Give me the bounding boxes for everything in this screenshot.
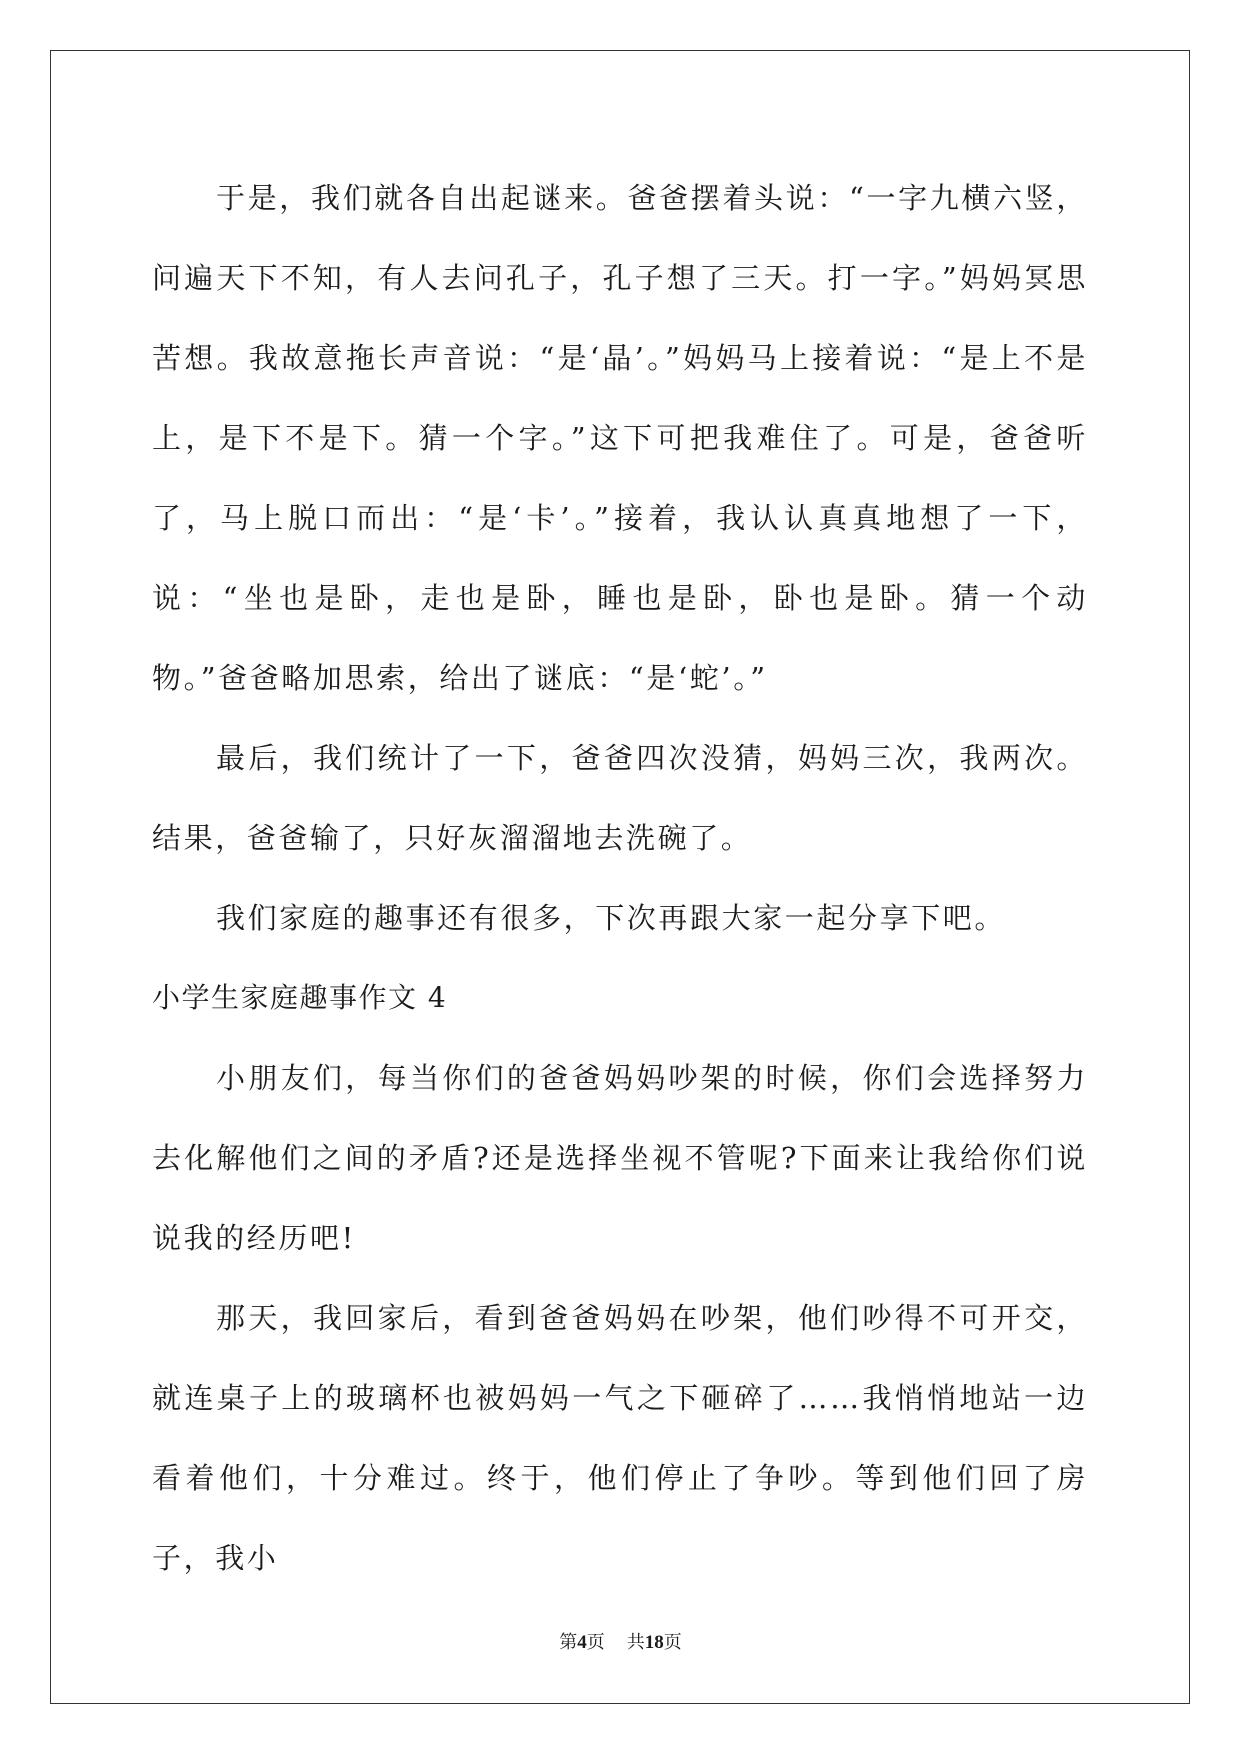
- page-prefix: 第: [559, 1632, 578, 1653]
- total-prefix: 共: [626, 1632, 645, 1653]
- page-footer: [0, 1628, 1241, 1654]
- total-pages: 18: [644, 1632, 664, 1653]
- page-number: 4: [577, 1632, 587, 1653]
- total-suffix: 页: [663, 1632, 682, 1653]
- page-suffix: 页: [586, 1632, 605, 1653]
- paragraph-result: 最后，我们统计了一下，爸爸四次没猜，妈妈三次，我两次。结果，爸爸输了，只好灰溜溜地去洗碗了。: [152, 741, 1088, 855]
- paragraph-closing: 我们家庭的趣事还有很多，下次再跟大家一起分享下吧。: [216, 901, 1007, 935]
- paragraph-story: 那天，我回家后，看到爸爸妈妈在吵架，他们吵得不可开交，就连桌子上的玻璃杯也被妈妈一气之下砸碎了……我悄悄地站一边看着他们，十分难过。终于，他们停止了争吵。等到他们回了房子，我小: [152, 1301, 1088, 1575]
- paragraph-riddles: 于是，我们就各自出起谜来。爸爸摆着头说：“一字九横六竖，问遍天下不知，有人去问孔子，孔子想了三天。打一字。”妈妈冥思苦想。我故意拖长声音说：“是‘晶’。”妈妈马上接着说：“是上不是上，是下不是下。猜一个字。”这下可把我难住了。可是，爸爸听了，马上脱口而出：“是‘卡’。”接着，我认认真真地想了一下，说：“坐也是卧，走也是卧，睡也是卧，卧也是卧。猜一个动物。”爸爸略加思索，给出了谜底：“是‘蛇’。”: [152, 181, 1088, 695]
- paragraph-intro: 小朋友们，每当你们的爸爸妈妈吵架的时候，你们会选择努力去化解他们之间的矛盾?还是选择坐视不管呢?下面来让我给你们说说我的经历吧!: [152, 1061, 1088, 1255]
- document-body: [152, 158, 1088, 1598]
- section-title: 小学生家庭趣事作文 4: [152, 981, 448, 1014]
